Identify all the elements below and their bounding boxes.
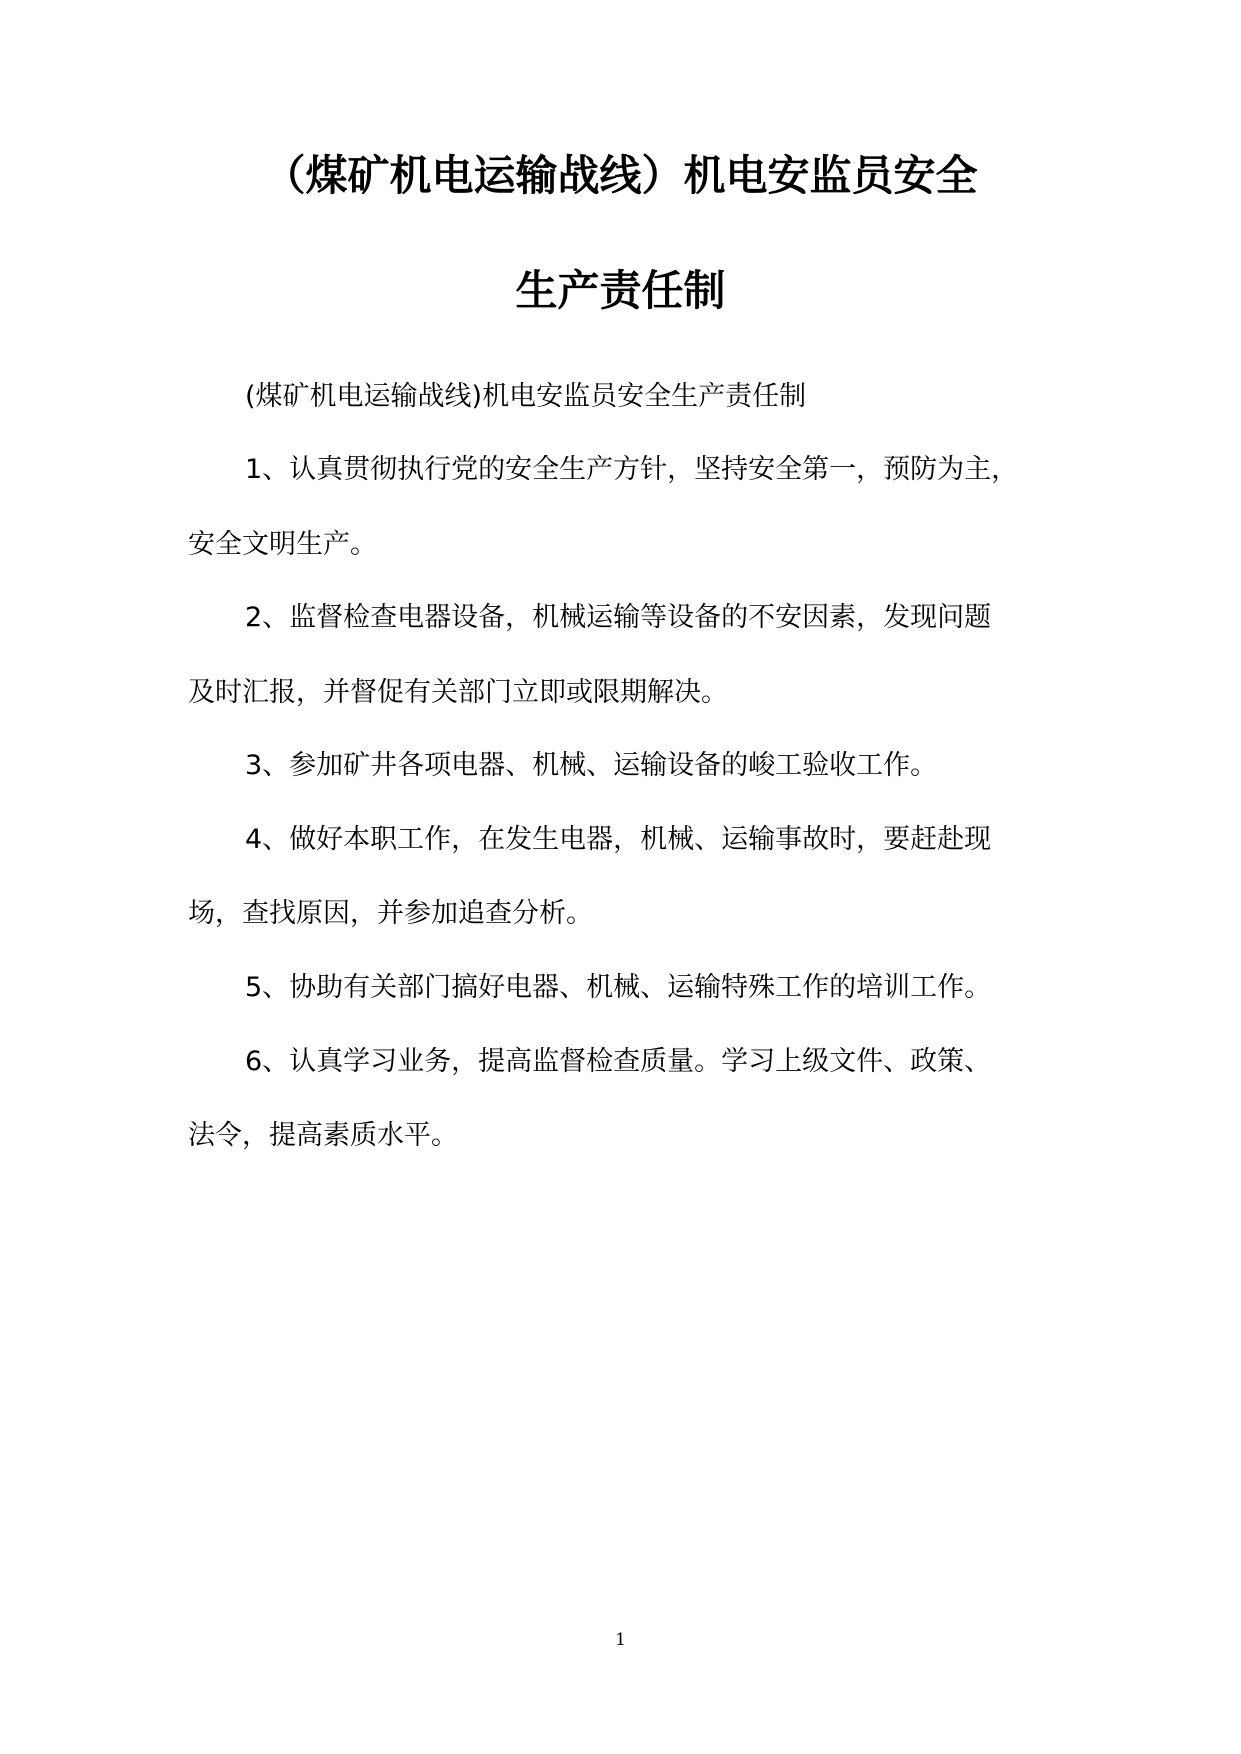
- item-5-line-1: 5、协助有关部门搞好电器、机械、运输特殊工作的培训工作。: [245, 972, 992, 1003]
- item-1-line-2: 安全文明生产。: [188, 529, 377, 560]
- item-4-line-2: 场，查找原因，并参加追查分析。: [188, 898, 593, 929]
- item-4-line-1: 4、做好本职工作，在发生电器，机械、运输事故时，要赶赴现: [245, 824, 992, 855]
- item-2-line-1: 2、监督检查电器设备，机械运输等设备的不安因素，发现问题: [245, 602, 992, 633]
- page-number: 1: [615, 1630, 626, 1650]
- item-2-line-2: 及时汇报，并督促有关部门立即或限期解决。: [188, 677, 728, 708]
- document-title-line-1: （煤矿机电运输战线）机电安监员安全: [263, 151, 978, 200]
- item-1-line-1: 1、认真贯彻执行党的安全生产方针，坚持安全第一，预防为主，: [245, 454, 1019, 485]
- item-6-line-1: 6、认真学习业务，提高监督检查质量。学习上级文件、政策、: [245, 1046, 992, 1077]
- document-title-line-2: 生产责任制: [515, 266, 726, 315]
- document-subtitle-paragraph: (煤矿机电运输战线)机电安监员安全生产责任制: [245, 381, 807, 412]
- item-3-line-1: 3、参加矿井各项电器、机械、运输设备的峻工验收工作。: [245, 750, 938, 781]
- item-6-line-2: 法令，提高素质水平。: [188, 1120, 458, 1151]
